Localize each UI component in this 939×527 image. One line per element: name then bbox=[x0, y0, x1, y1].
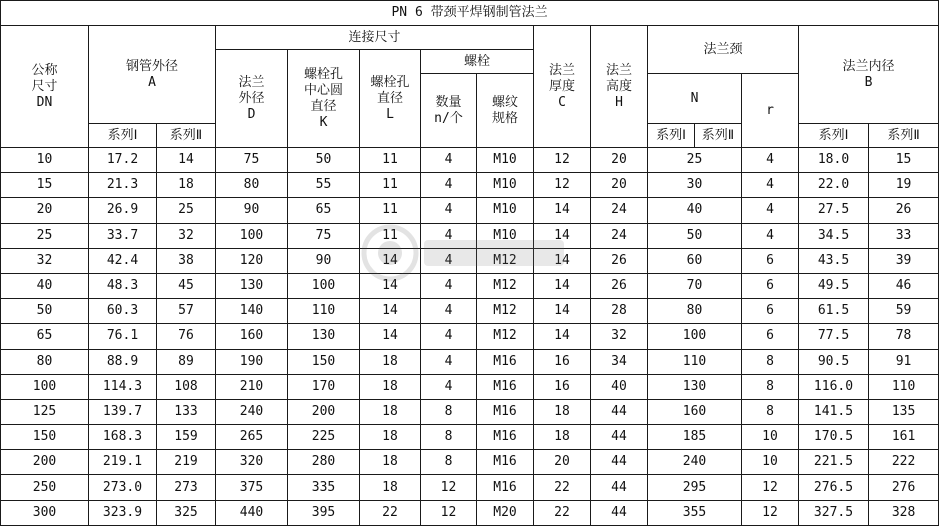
cell-pipe-s1: 33.7 bbox=[89, 223, 157, 248]
cell-pipe-s2: 25 bbox=[157, 198, 216, 223]
cell-neck-r: 8 bbox=[742, 399, 799, 424]
cell-flange-od: 80 bbox=[216, 173, 288, 198]
cell-bore-s2: 78 bbox=[869, 324, 939, 349]
cell-height: 32 bbox=[591, 324, 648, 349]
cell-pipe-s2: 108 bbox=[157, 374, 216, 399]
cell-pipe-s2: 57 bbox=[157, 299, 216, 324]
cell-bore-s2: 328 bbox=[869, 500, 939, 525]
cell-flange-od: 320 bbox=[216, 450, 288, 475]
cell-pipe-s1: 48.3 bbox=[89, 273, 157, 298]
cell-thickness: 14 bbox=[534, 223, 591, 248]
cell-dn: 32 bbox=[1, 248, 89, 273]
cell-bolt-circle: 130 bbox=[288, 324, 360, 349]
cell-pipe-s2: 45 bbox=[157, 273, 216, 298]
cell-flange-od: 440 bbox=[216, 500, 288, 525]
cell-bolt-thread: M10 bbox=[477, 198, 534, 223]
cell-bolt-circle: 150 bbox=[288, 349, 360, 374]
header-bore-series1: 系列Ⅰ bbox=[799, 124, 869, 148]
cell-bolt-qty: 4 bbox=[421, 349, 477, 374]
cell-pipe-s2: 18 bbox=[157, 173, 216, 198]
cell-bolt-thread: M16 bbox=[477, 450, 534, 475]
cell-bolt-qty: 4 bbox=[421, 223, 477, 248]
table-row bbox=[1, 324, 939, 349]
cell-neck-n: 240 bbox=[648, 450, 742, 475]
header-neck-series1: 系列Ⅰ bbox=[648, 124, 695, 148]
header-bore-series2: 系列Ⅱ bbox=[869, 124, 939, 148]
cell-dn: 300 bbox=[1, 500, 89, 525]
cell-bolt-qty: 8 bbox=[421, 399, 477, 424]
cell-bolt-hole: 11 bbox=[360, 173, 421, 198]
cell-dn: 10 bbox=[1, 148, 89, 173]
cell-neck-n: 60 bbox=[648, 248, 742, 273]
cell-bolt-qty: 8 bbox=[421, 425, 477, 450]
table-row bbox=[1, 500, 939, 525]
cell-dn: 250 bbox=[1, 475, 89, 500]
cell-bolt-hole: 18 bbox=[360, 374, 421, 399]
cell-bolt-hole: 14 bbox=[360, 248, 421, 273]
cell-neck-n: 160 bbox=[648, 399, 742, 424]
cell-pipe-s1: 219.1 bbox=[89, 450, 157, 475]
header-bolt: 螺栓 bbox=[421, 50, 534, 74]
cell-flange-od: 240 bbox=[216, 399, 288, 424]
cell-pipe-s2: 219 bbox=[157, 450, 216, 475]
header-dn: 公称 尺寸 DN bbox=[1, 26, 89, 148]
cell-pipe-s1: 323.9 bbox=[89, 500, 157, 525]
cell-bolt-hole: 14 bbox=[360, 273, 421, 298]
cell-height: 26 bbox=[591, 248, 648, 273]
header-neck: 法兰颈 bbox=[648, 26, 799, 74]
table-row bbox=[1, 450, 939, 475]
cell-bolt-circle: 335 bbox=[288, 475, 360, 500]
cell-pipe-s2: 32 bbox=[157, 223, 216, 248]
cell-height: 28 bbox=[591, 299, 648, 324]
cell-bolt-qty: 4 bbox=[421, 148, 477, 173]
header-pipe-series1: 系列Ⅰ bbox=[89, 124, 157, 148]
cell-bolt-thread: M16 bbox=[477, 475, 534, 500]
cell-thickness: 16 bbox=[534, 374, 591, 399]
cell-bolt-hole: 18 bbox=[360, 475, 421, 500]
cell-bore-s1: 34.5 bbox=[799, 223, 869, 248]
cell-dn: 50 bbox=[1, 299, 89, 324]
cell-bolt-circle: 170 bbox=[288, 374, 360, 399]
cell-thickness: 12 bbox=[534, 148, 591, 173]
cell-bolt-hole: 18 bbox=[360, 399, 421, 424]
cell-bore-s2: 222 bbox=[869, 450, 939, 475]
cell-bore-s1: 221.5 bbox=[799, 450, 869, 475]
cell-bore-s2: 15 bbox=[869, 148, 939, 173]
cell-neck-r: 12 bbox=[742, 500, 799, 525]
cell-bolt-qty: 12 bbox=[421, 475, 477, 500]
cell-thickness: 18 bbox=[534, 425, 591, 450]
cell-neck-n: 25 bbox=[648, 148, 742, 173]
cell-neck-r: 6 bbox=[742, 324, 799, 349]
cell-bolt-circle: 50 bbox=[288, 148, 360, 173]
cell-bolt-circle: 395 bbox=[288, 500, 360, 525]
cell-height: 44 bbox=[591, 425, 648, 450]
cell-bore-s1: 27.5 bbox=[799, 198, 869, 223]
cell-thickness: 22 bbox=[534, 475, 591, 500]
cell-bolt-hole: 22 bbox=[360, 500, 421, 525]
cell-flange-od: 265 bbox=[216, 425, 288, 450]
cell-thickness: 14 bbox=[534, 273, 591, 298]
cell-bolt-circle: 225 bbox=[288, 425, 360, 450]
cell-bolt-thread: M10 bbox=[477, 223, 534, 248]
cell-bore-s2: 46 bbox=[869, 273, 939, 298]
cell-height: 44 bbox=[591, 450, 648, 475]
cell-bolt-circle: 200 bbox=[288, 399, 360, 424]
cell-flange-od: 140 bbox=[216, 299, 288, 324]
cell-height: 34 bbox=[591, 349, 648, 374]
cell-pipe-s1: 42.4 bbox=[89, 248, 157, 273]
cell-bore-s1: 116.0 bbox=[799, 374, 869, 399]
cell-neck-n: 80 bbox=[648, 299, 742, 324]
cell-thickness: 14 bbox=[534, 248, 591, 273]
cell-bolt-qty: 4 bbox=[421, 198, 477, 223]
header-pipe-series2: 系列Ⅱ bbox=[157, 124, 216, 148]
cell-bolt-hole: 14 bbox=[360, 324, 421, 349]
cell-neck-r: 8 bbox=[742, 349, 799, 374]
cell-thickness: 12 bbox=[534, 173, 591, 198]
cell-flange-od: 100 bbox=[216, 223, 288, 248]
header-height: 法兰 高度 H bbox=[591, 26, 648, 148]
cell-bolt-thread: M20 bbox=[477, 500, 534, 525]
cell-bolt-hole: 11 bbox=[360, 223, 421, 248]
header-bolt-qty: 数量 n/个 bbox=[421, 74, 477, 148]
header-neck-r: r bbox=[742, 74, 799, 148]
cell-pipe-s1: 273.0 bbox=[89, 475, 157, 500]
cell-bolt-hole: 18 bbox=[360, 425, 421, 450]
cell-neck-n: 185 bbox=[648, 425, 742, 450]
cell-bore-s1: 77.5 bbox=[799, 324, 869, 349]
cell-pipe-s2: 159 bbox=[157, 425, 216, 450]
cell-thickness: 14 bbox=[534, 324, 591, 349]
cell-bore-s2: 39 bbox=[869, 248, 939, 273]
cell-neck-r: 4 bbox=[742, 173, 799, 198]
cell-dn: 150 bbox=[1, 425, 89, 450]
cell-bore-s1: 22.0 bbox=[799, 173, 869, 198]
cell-height: 40 bbox=[591, 374, 648, 399]
cell-neck-r: 8 bbox=[742, 374, 799, 399]
cell-height: 24 bbox=[591, 198, 648, 223]
cell-bore-s1: 141.5 bbox=[799, 399, 869, 424]
cell-thickness: 20 bbox=[534, 450, 591, 475]
cell-neck-n: 50 bbox=[648, 223, 742, 248]
cell-dn: 100 bbox=[1, 374, 89, 399]
cell-bolt-circle: 280 bbox=[288, 450, 360, 475]
cell-bolt-thread: M12 bbox=[477, 299, 534, 324]
cell-pipe-s1: 60.3 bbox=[89, 299, 157, 324]
cell-neck-r: 6 bbox=[742, 273, 799, 298]
cell-bore-s2: 110 bbox=[869, 374, 939, 399]
cell-neck-r: 4 bbox=[742, 148, 799, 173]
cell-neck-n: 130 bbox=[648, 374, 742, 399]
cell-pipe-s1: 88.9 bbox=[89, 349, 157, 374]
cell-bolt-thread: M16 bbox=[477, 399, 534, 424]
cell-pipe-s1: 139.7 bbox=[89, 399, 157, 424]
header-bolt-thread: 螺纹 规格 bbox=[477, 74, 534, 148]
cell-pipe-s1: 26.9 bbox=[89, 198, 157, 223]
header-bolt-circle: 螺栓孔 中心圆 直径 K bbox=[288, 50, 360, 148]
cell-bolt-qty: 12 bbox=[421, 500, 477, 525]
table-row bbox=[1, 425, 939, 450]
cell-bore-s1: 43.5 bbox=[799, 248, 869, 273]
table-row bbox=[1, 173, 939, 198]
header-pipe-od: 钢管外径 A bbox=[89, 26, 216, 124]
cell-flange-od: 375 bbox=[216, 475, 288, 500]
table-row bbox=[1, 374, 939, 399]
cell-dn: 15 bbox=[1, 173, 89, 198]
cell-pipe-s1: 17.2 bbox=[89, 148, 157, 173]
header-flange-od: 法兰 外径 D bbox=[216, 50, 288, 148]
cell-flange-od: 160 bbox=[216, 324, 288, 349]
cell-bolt-thread: M16 bbox=[477, 349, 534, 374]
header-neck-n: N bbox=[648, 74, 742, 124]
cell-thickness: 18 bbox=[534, 399, 591, 424]
cell-height: 20 bbox=[591, 148, 648, 173]
cell-bore-s2: 161 bbox=[869, 425, 939, 450]
cell-pipe-s1: 114.3 bbox=[89, 374, 157, 399]
cell-bolt-circle: 65 bbox=[288, 198, 360, 223]
cell-flange-od: 130 bbox=[216, 273, 288, 298]
cell-height: 20 bbox=[591, 173, 648, 198]
cell-thickness: 14 bbox=[534, 198, 591, 223]
cell-dn: 40 bbox=[1, 273, 89, 298]
table-row bbox=[1, 349, 939, 374]
cell-bolt-hole: 18 bbox=[360, 450, 421, 475]
cell-flange-od: 75 bbox=[216, 148, 288, 173]
cell-dn: 200 bbox=[1, 450, 89, 475]
cell-bolt-thread: M10 bbox=[477, 173, 534, 198]
table-row bbox=[1, 475, 939, 500]
cell-bolt-thread: M12 bbox=[477, 273, 534, 298]
cell-pipe-s1: 21.3 bbox=[89, 173, 157, 198]
header-neck-series2: 系列Ⅱ bbox=[695, 124, 742, 148]
cell-bore-s1: 276.5 bbox=[799, 475, 869, 500]
cell-bolt-hole: 11 bbox=[360, 148, 421, 173]
cell-bolt-qty: 4 bbox=[421, 324, 477, 349]
cell-neck-n: 295 bbox=[648, 475, 742, 500]
cell-bolt-qty: 4 bbox=[421, 299, 477, 324]
cell-pipe-s2: 325 bbox=[157, 500, 216, 525]
header-bore: 法兰内径 B bbox=[799, 26, 939, 124]
table-row bbox=[1, 299, 939, 324]
table-body bbox=[1, 148, 939, 526]
cell-bore-s2: 59 bbox=[869, 299, 939, 324]
cell-bore-s2: 91 bbox=[869, 349, 939, 374]
cell-dn: 20 bbox=[1, 198, 89, 223]
cell-thickness: 14 bbox=[534, 299, 591, 324]
cell-bolt-thread: M16 bbox=[477, 374, 534, 399]
cell-neck-r: 10 bbox=[742, 450, 799, 475]
cell-bore-s1: 61.5 bbox=[799, 299, 869, 324]
cell-bore-s1: 18.0 bbox=[799, 148, 869, 173]
table-row bbox=[1, 148, 939, 173]
cell-bolt-circle: 100 bbox=[288, 273, 360, 298]
cell-thickness: 22 bbox=[534, 500, 591, 525]
table-title: PN 6 带颈平焊钢制管法兰 bbox=[1, 1, 939, 26]
cell-bore-s1: 170.5 bbox=[799, 425, 869, 450]
cell-height: 26 bbox=[591, 273, 648, 298]
cell-neck-r: 6 bbox=[742, 299, 799, 324]
cell-neck-r: 12 bbox=[742, 475, 799, 500]
cell-bore-s1: 49.5 bbox=[799, 273, 869, 298]
table-row bbox=[1, 223, 939, 248]
cell-bolt-qty: 8 bbox=[421, 450, 477, 475]
table-row bbox=[1, 198, 939, 223]
cell-height: 44 bbox=[591, 500, 648, 525]
cell-bolt-circle: 110 bbox=[288, 299, 360, 324]
cell-bolt-thread: M10 bbox=[477, 148, 534, 173]
cell-bore-s2: 276 bbox=[869, 475, 939, 500]
cell-pipe-s2: 89 bbox=[157, 349, 216, 374]
cell-bolt-qty: 4 bbox=[421, 248, 477, 273]
cell-height: 44 bbox=[591, 475, 648, 500]
header-connection: 连接尺寸 bbox=[216, 26, 534, 50]
cell-neck-r: 4 bbox=[742, 223, 799, 248]
cell-flange-od: 120 bbox=[216, 248, 288, 273]
cell-neck-r: 4 bbox=[742, 198, 799, 223]
cell-flange-od: 190 bbox=[216, 349, 288, 374]
cell-bolt-qty: 4 bbox=[421, 273, 477, 298]
cell-pipe-s2: 273 bbox=[157, 475, 216, 500]
cell-dn: 25 bbox=[1, 223, 89, 248]
cell-neck-n: 40 bbox=[648, 198, 742, 223]
cell-bore-s2: 135 bbox=[869, 399, 939, 424]
cell-bolt-circle: 55 bbox=[288, 173, 360, 198]
table-row bbox=[1, 248, 939, 273]
cell-height: 44 bbox=[591, 399, 648, 424]
cell-bolt-hole: 14 bbox=[360, 299, 421, 324]
cell-bolt-hole: 18 bbox=[360, 349, 421, 374]
cell-bore-s1: 327.5 bbox=[799, 500, 869, 525]
cell-bore-s2: 26 bbox=[869, 198, 939, 223]
cell-neck-r: 10 bbox=[742, 425, 799, 450]
cell-bolt-hole: 11 bbox=[360, 198, 421, 223]
cell-bolt-thread: M12 bbox=[477, 324, 534, 349]
cell-dn: 65 bbox=[1, 324, 89, 349]
cell-pipe-s1: 76.1 bbox=[89, 324, 157, 349]
cell-neck-n: 70 bbox=[648, 273, 742, 298]
cell-bore-s2: 19 bbox=[869, 173, 939, 198]
cell-height: 24 bbox=[591, 223, 648, 248]
cell-pipe-s2: 76 bbox=[157, 324, 216, 349]
table-row bbox=[1, 399, 939, 424]
cell-bolt-qty: 4 bbox=[421, 374, 477, 399]
cell-flange-od: 210 bbox=[216, 374, 288, 399]
cell-neck-n: 30 bbox=[648, 173, 742, 198]
cell-dn: 80 bbox=[1, 349, 89, 374]
cell-bore-s2: 33 bbox=[869, 223, 939, 248]
cell-pipe-s2: 14 bbox=[157, 148, 216, 173]
cell-neck-n: 355 bbox=[648, 500, 742, 525]
cell-pipe-s2: 38 bbox=[157, 248, 216, 273]
cell-bolt-thread: M12 bbox=[477, 248, 534, 273]
cell-bolt-circle: 75 bbox=[288, 223, 360, 248]
cell-thickness: 16 bbox=[534, 349, 591, 374]
header-thickness: 法兰 厚度 C bbox=[534, 26, 591, 148]
cell-bolt-qty: 4 bbox=[421, 173, 477, 198]
cell-neck-n: 110 bbox=[648, 349, 742, 374]
cell-bore-s1: 90.5 bbox=[799, 349, 869, 374]
cell-bolt-thread: M16 bbox=[477, 425, 534, 450]
cell-neck-r: 6 bbox=[742, 248, 799, 273]
cell-dn: 125 bbox=[1, 399, 89, 424]
table-row bbox=[1, 273, 939, 298]
cell-neck-n: 100 bbox=[648, 324, 742, 349]
header-bolt-hole: 螺栓孔 直径 L bbox=[360, 50, 421, 148]
cell-bolt-circle: 90 bbox=[288, 248, 360, 273]
cell-pipe-s2: 133 bbox=[157, 399, 216, 424]
cell-pipe-s1: 168.3 bbox=[89, 425, 157, 450]
cell-flange-od: 90 bbox=[216, 198, 288, 223]
